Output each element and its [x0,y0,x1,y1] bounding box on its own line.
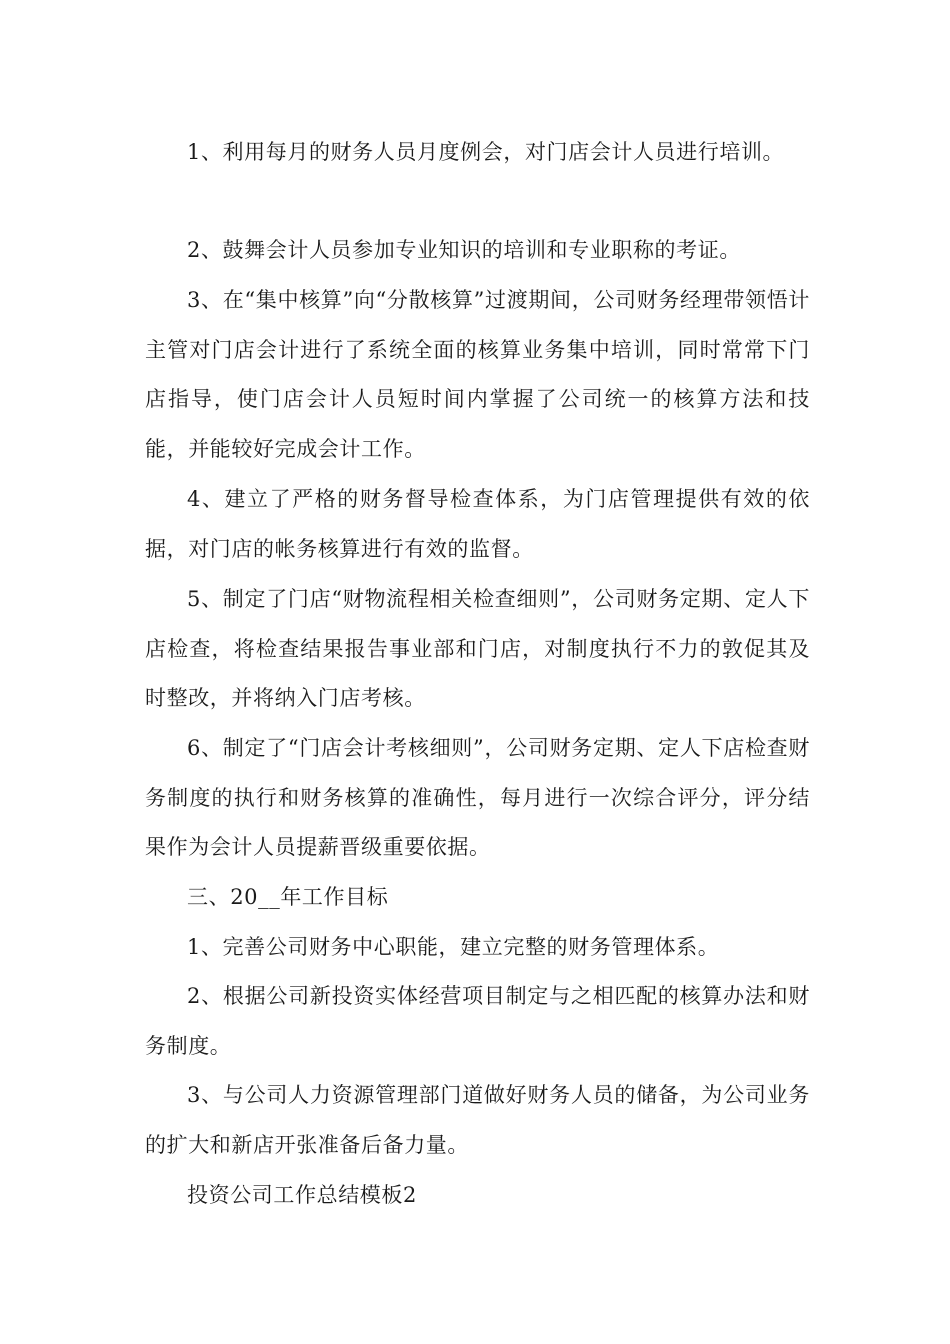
paragraph-encourage-certification: 2、鼓舞会计人员参加专业知识的培训和专业职称的考证。 [187,238,741,262]
paragraph-goal-staff-reserve: 3、与公司人力资源管理部门道做好财务人员的储备，为公司业务的扩大和新店开张准备后备力量。 [145,1083,810,1157]
document-title-template-2: 投资公司工作总结模板2 [187,1183,417,1207]
section-heading-goals: 三、20__年工作目标 [187,885,389,909]
paragraph-inspection-system: 4、建立了严格的财务督导检查体系，为门店管理提供有效的依据，对门店的帐务核算进行有效的监督。 [145,487,810,561]
paragraph-training-monthly: 1、利用每月的财务人员月度例会，对门店会计人员进行培训。 [187,140,785,164]
paragraph-transition-training: 3、在“集中核算”向“分散核算”过渡期间，公司财务经理带领悟计主管对门店会计进行了系统全面的核算业务集中培训，同时常常下门店指导，使门店会计人员短时间内掌握了公司统一的核算方法和技能，并能较好完成会计工作。 [145,288,810,461]
paragraph-goal-finance-center: 1、完善公司财务中心职能，建立完整的财务管理体系。 [187,935,720,959]
paragraph-assessment-rules: 6、制定了“门店会计考核细则”，公司财务定期、定人下店检查财务制度的执行和财务核算的准确性，每月进行一次综合评分，评分结果作为会计人员提薪晋级重要依据。 [145,736,810,860]
paragraph-inspection-rules: 5、制定了门店“财物流程相关检查细则”，公司财务定期、定人下店检查，将检查结果报告事业部和门店，对制度执行不力的敦促其及时整改，并将纳入门店考核。 [145,587,810,711]
paragraph-goal-accounting-methods: 2、根据公司新投资实体经营项目制定与之相匹配的核算办法和财务制度。 [145,984,810,1058]
